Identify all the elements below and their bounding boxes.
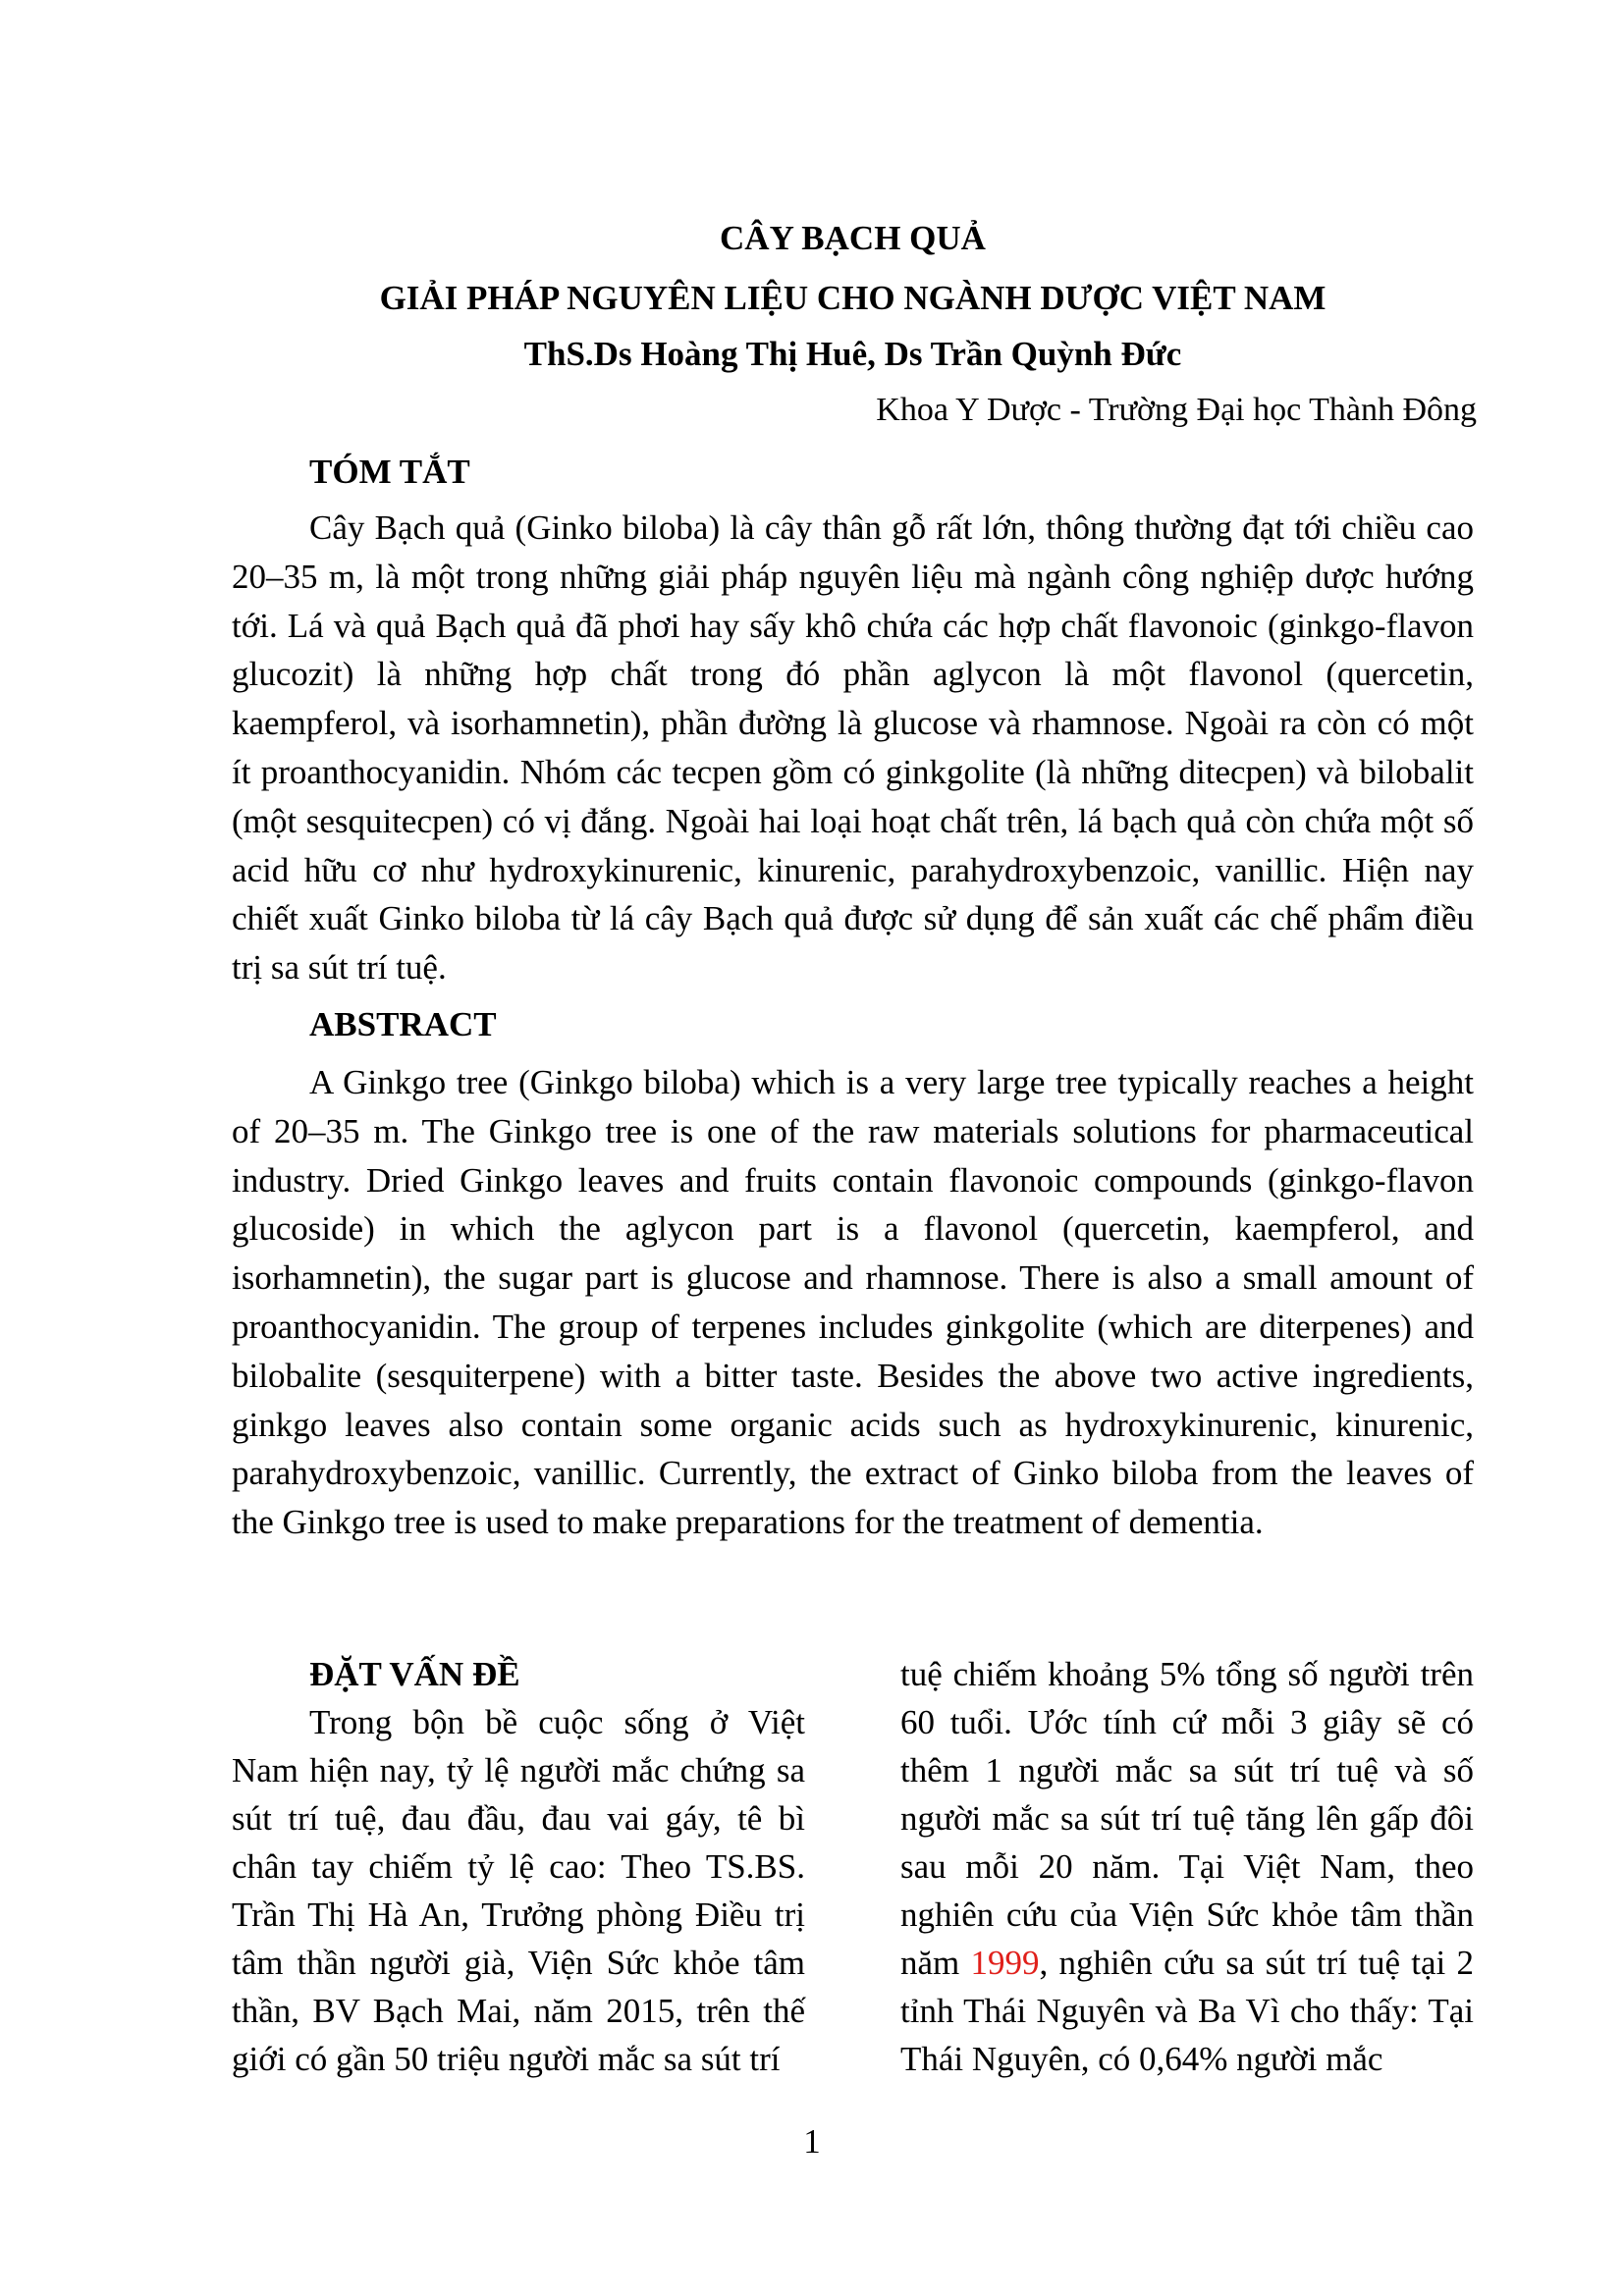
title-line-2: GIẢI PHÁP NGUYÊN LIỆU CHO NGÀNH DƯỢC VIỆT NAM [379, 279, 1326, 317]
intro-right-text-end: , nghiên cứu sa sút trí tuệ tại 2 tỉnh Thái Nguyên và Ba Vì cho thấy: Tại Thái Nguyên, có 0,64% người mắc [900, 1944, 1475, 2078]
intro-left-column [232, 1650, 805, 2083]
title-line-1: CÂY BẠCH QUẢ [720, 219, 986, 257]
affiliation: Khoa Y Dược - Trường Đại học Thành Đông [876, 392, 1477, 428]
highlighted-year: 1999 [970, 1944, 1040, 1982]
abstract-heading: ABSTRACT [309, 1005, 497, 1043]
intro-left-paragraph: Trong bộn bề cuộc sống ở Việt Nam hiện nay, tỷ lệ người mắc chứng sa sút trí tuệ, đau đầu, đau vai gáy, tê bì chân tay chiếm tỷ lệ cao: Theo TS.BS. Trần Thị Hà An, Trưởng phòng Điều trị tâm thần người già, Viện Sức khỏe tâm thần, BV Bạch Mai, năm 2015, trên thế giới có gần 50 triệu người mắc sa sút trí [232, 1703, 805, 2078]
authors: ThS.Ds Hoàng Thị Huê, Ds Trần Quỳnh Đức [523, 335, 1182, 373]
intro-right-text-start: tuệ chiếm khoảng 5% tổng số người trên 60 tuổi. Ước tính cứ mỗi 3 giây sẽ có thêm 1 người mắc sa sút trí tuệ và số người mắc sa sút trí tuệ tăng lên gấp đôi sau mỗi 20 năm. Tại Việt Nam, theo nghiên cứu của Viện Sức khỏe tâm thần năm [900, 1655, 1474, 1982]
intro-right-paragraph [900, 1650, 1474, 2083]
summary-heading: TÓM TẮT [309, 453, 470, 491]
abstract-paragraph: A Ginkgo tree (Ginkgo biloba) which is a very large tree typically reaches a height of 20–35 m. The Ginkgo tree is one of the raw materials solutions for pharmaceutical industry. Dried Ginkgo leaves and fruits contain flavonoic compounds (ginkgo-flavon glucoside) in which the aglycon part is a flavonol (quercetin, kaempferol, and isorhamnetin), the sugar part is glucose and rhamnose. There is also a small amount of proanthocyanidin. The group of terpenes includes ginkgolite (which are diterpenes) and bilobalite (sesquiterpene) with a bitter taste. Besides the above two active ingredients, ginkgo leaves also contain some organic acids such as hydroxykinurenic, kinurenic, parahydroxybenzoic, vanillic. Currently, the extract of Ginko biloba from the leaves of the Ginkgo tree is used to make preparations for the treatment of dementia. [232, 1063, 1474, 1542]
intro-right-column [900, 1650, 1474, 2083]
intro-heading: ĐẶT VẤN ĐỀ [309, 1655, 520, 1693]
summary-paragraph: Cây Bạch quả (Ginko biloba) là cây thân gỗ rất lớn, thông thường đạt tới chiều cao 20–35 m, là một trong những giải pháp nguyên liệu mà ngành công nghiệp dược hướng tới. Lá và quả Bạch quả đã phơi hay sấy khô chứa các hợp chất flavonoic (ginkgo-flavon glucozit) là những hợp chất trong đó phần aglycon là một flavonol (quercetin, kaempferol, và isorhamnetin), phần đường là glucose và rhamnose. Ngoài ra còn có một ít proanthocyanidin. Nhóm các tecpen gồm có ginkgolite (là những ditecpen) và bilobalit (một sesquitecpen) có vị đắng. Ngoài hai loại hoạt chất trên, lá bạch quả còn chứa một số acid hữu cơ như hydroxykinurenic, kinurenic, parahydroxybenzoic, vanillic. Hiện nay chiết xuất Ginko biloba từ lá cây Bạch quả được sử dụng để sản xuất các chế phẩm điều trị sa sút trí tuệ. [232, 508, 1474, 988]
page-number: 1 [803, 2122, 821, 2161]
